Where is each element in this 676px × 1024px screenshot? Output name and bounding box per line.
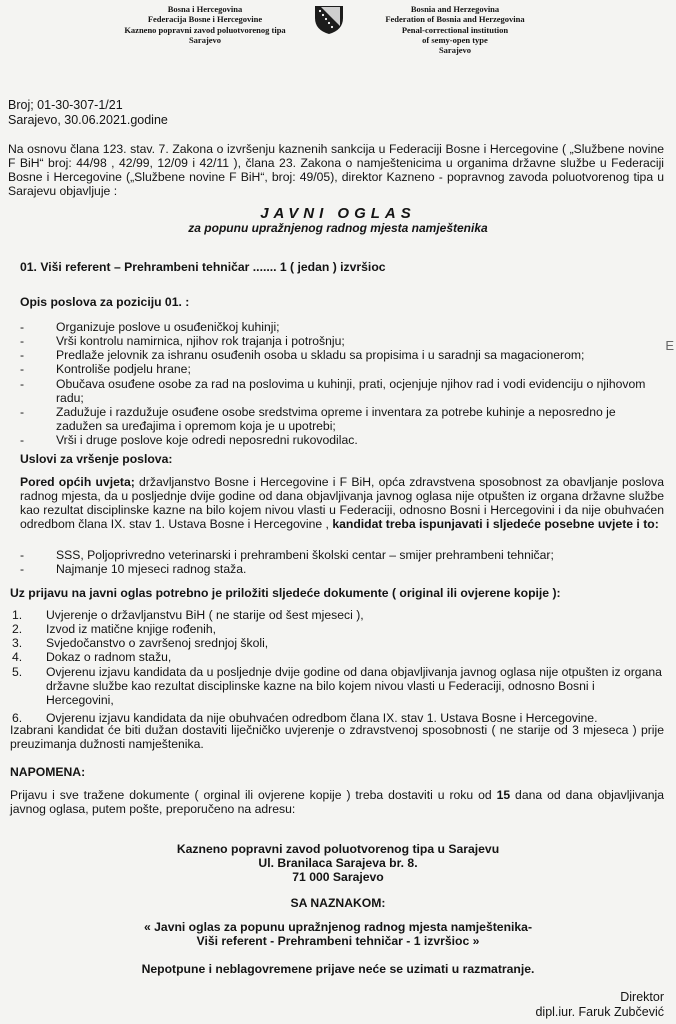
header-line: Sarajevo bbox=[188, 35, 222, 46]
list-item bbox=[10, 608, 664, 622]
reference-block bbox=[8, 98, 664, 127]
list-item: - Organizuje poslove u osuđeničkoj kuhinji; bbox=[16, 320, 664, 334]
duties-list bbox=[16, 320, 664, 447]
note-text: Prijavu i sve tražene dokumente ( orginal ili ovjerene kopije ) treba dostaviti u roku od bbox=[10, 788, 497, 802]
item-text: Svjedočanstvo o završenoj srednjoj školi, bbox=[46, 636, 269, 651]
documents-heading: Uz prijavu na javni oglas potrebno je priložiti sljedeće dokumente ( original ili ovjerene kopije ): bbox=[10, 586, 561, 600]
item-text: Izvod iz matične knjige rođenih, bbox=[46, 622, 217, 637]
list-item: - Vrši kontrolu namirnica, njihov rok trajanja i potrošnju; bbox=[16, 334, 664, 348]
list-item: - Kontroliše podjelu hrane; bbox=[16, 362, 664, 376]
documents-list bbox=[10, 608, 664, 725]
item-number: 6. bbox=[12, 710, 23, 725]
list-item bbox=[10, 650, 664, 664]
header-left-bosnian bbox=[100, 4, 310, 45]
list-item: - Zadužuje i razdužuje osuđene osobe sredstvima opreme i inventara za potrebe kuhinje a neposredno je zadužen sa uređajima i opremom koja je u upotrebi; bbox=[16, 405, 664, 433]
general-conditions-paragraph bbox=[20, 475, 664, 532]
header-line: Bosnia and Herzegovina bbox=[410, 4, 500, 14]
intro-paragraph: Na osnovu člana 123. stav. 7. Zakona o izvršenju kaznenih sankcija u Federaciji Bosne i Hercegovine ( „Službene novine F BiH“ broj: 44/98 , 42/99, 12/09 i 42/11 ), člana 23. Zakona o namještenicima u organima državne službe u Federaciji Bosne i Hercegovine („Službene novine F BiH“, broj: 49/05), direktor Kazneno - popravnog zavoda poluotvorenog tipa u Sarajevu objavljuje : bbox=[8, 142, 664, 199]
item-text: Dokaz o radnom stažu, bbox=[46, 650, 172, 665]
header-line: Federation of Bosnia and Herzegovina bbox=[385, 14, 525, 25]
item-number: 1. bbox=[12, 608, 23, 622]
mark-heading: SA NAZNAKOM: bbox=[290, 896, 386, 910]
address-line: Kazneno popravni zavod poluotvorenog tipa u Sarajevu bbox=[176, 842, 500, 856]
item-number: 3. bbox=[12, 636, 23, 651]
item-text: Ovjerenu izjavu kandidata da nije obuhvaćen odredbom člana IX. stav 1. Ustava Bosne i Hercegovine. bbox=[46, 710, 598, 725]
position-line: 01. Viši referent – Prehrambeni tehničar ....... 1 ( jedan ) izvršioc bbox=[20, 260, 386, 274]
header-line: Penal-correctional institution bbox=[401, 24, 509, 35]
item-number: 5. bbox=[12, 664, 23, 679]
address-line: Ul. Branilaca Sarajeva br. 8. bbox=[258, 856, 418, 871]
signature-block bbox=[535, 990, 664, 1019]
list-item: - SSS, Poljoprivredno veterinarski i prehrambeni školski centar – smijer prehrambeni tehničar; bbox=[16, 548, 664, 562]
header-right-english bbox=[350, 4, 560, 56]
duties-heading: Opis poslova za poziciju 01. : bbox=[20, 295, 190, 309]
mark-line: Viši referent - Prehrambeni tehničar - 1 izvršioc » bbox=[196, 934, 480, 949]
reference-number: Broj; 01-30-307-1/21 bbox=[8, 98, 123, 112]
item-number: 2. bbox=[12, 622, 23, 637]
list-item: - Obučava osuđene osobe za rad na poslovima u kuhinji, prati, ocjenjuje njihov rad i vodi evidenciju o njihovom radu; bbox=[16, 377, 664, 405]
item-text: Uvjerenje o državljanstvu BiH ( ne starije od šest mjeseci ), bbox=[46, 608, 364, 622]
header-line: of semy-open type bbox=[422, 35, 488, 46]
mark-line: « Javni oglas za popunu upražnjenog radnog mjesta namještenika- bbox=[143, 920, 533, 934]
signature-name: dipl.iur. Faruk Zubčević bbox=[535, 1004, 664, 1019]
list-item: - Predlaže jelovnik za ishranu osuđenih osoba u skladu sa propisima i u saradnji sa magacionerom; bbox=[16, 348, 664, 362]
header-line: Sarajevo bbox=[438, 45, 472, 56]
reference-date: Sarajevo, 30.06.2021.godine bbox=[8, 112, 168, 127]
mark-block bbox=[0, 920, 676, 948]
item-text: Ovjerenu izjavu kandidata da u posljednje dvije godine od dana objavljivanja javnog oglasa nije otpušten iz organa državne službe kao rezultat disciplinske kazne na bilo kojem nivou vlasti u Federaciji, odnosno Bosni i Hercegovini, bbox=[46, 664, 662, 707]
general-conditions-text: državljanstvo Bosne i Hercegovine i F BiH, opća zdravstvena sposobnost za obavljanje poslova radnog mjesta, da u posljednje dvije godine od dana objavljivanja javnog oglasa nije otpušten iz organa državne službe kao rezultat disciplinske kazne na bilo kojem nivou vlasti u Federaciji, odnosno Bosni i Hercegovini i da nije obuhvaćen odredbom člana IX. stav 1. Ustava Bosne i Hercegovine , bbox=[20, 475, 664, 532]
list-item bbox=[10, 636, 664, 650]
coat-of-arms-icon bbox=[312, 4, 346, 36]
announcement-subtitle: za popunu upražnjenog radnog mjesta namještenika bbox=[188, 221, 488, 235]
list-item: - Najmanje 10 mjeseci radnog staža. bbox=[16, 562, 664, 576]
conditions-heading: Uslovi za vršenje poslova: bbox=[20, 452, 173, 466]
edge-mark: E bbox=[665, 338, 674, 353]
special-conditions-label: kandidat treba ispunjavati i sljedeće posebne uvjete i to: bbox=[332, 517, 659, 532]
signature-title: Direktor bbox=[620, 990, 664, 1004]
note-paragraph bbox=[10, 788, 664, 816]
address-block bbox=[0, 842, 676, 884]
medical-certificate-paragraph: Izabrani kandidat će biti dužan dostaviti liječničko uvjerenje o zdravstvenoj sposobnosti ( ne starije od 3 mjeseca ) prije preuzimanja dužnosti namještenika. bbox=[10, 723, 664, 752]
note-text: dana od dana objavljivanja javnog oglasa, putem pošte, preporučeno na adresu: bbox=[10, 788, 664, 817]
announcement-title: JAVNI OGLAS bbox=[260, 205, 416, 222]
special-conditions-list bbox=[16, 548, 664, 576]
incomplete-applications-notice: Nepotpune i neblagovremene prijave neće se uzimati u razmatranje. bbox=[141, 962, 535, 976]
note-heading: NAPOMENA: bbox=[10, 765, 86, 779]
note-days: 15 bbox=[496, 788, 511, 802]
list-item: - Vrši i druge poslove koje odredi neposredni rukovodilac. bbox=[16, 433, 664, 447]
address-line: 71 000 Sarajevo bbox=[292, 870, 384, 885]
list-item bbox=[10, 622, 664, 636]
item-number: 4. bbox=[12, 650, 23, 665]
list-item bbox=[10, 665, 664, 707]
header-line: Bosna i Hercegovina bbox=[167, 4, 243, 14]
header-line: Kazneno popravni zavod poluotvorenog tipa bbox=[124, 24, 286, 35]
header-line: Federacija Bosne i Hercegovine bbox=[147, 14, 263, 25]
general-conditions-label: Pored općih uvjeta; bbox=[20, 475, 135, 489]
